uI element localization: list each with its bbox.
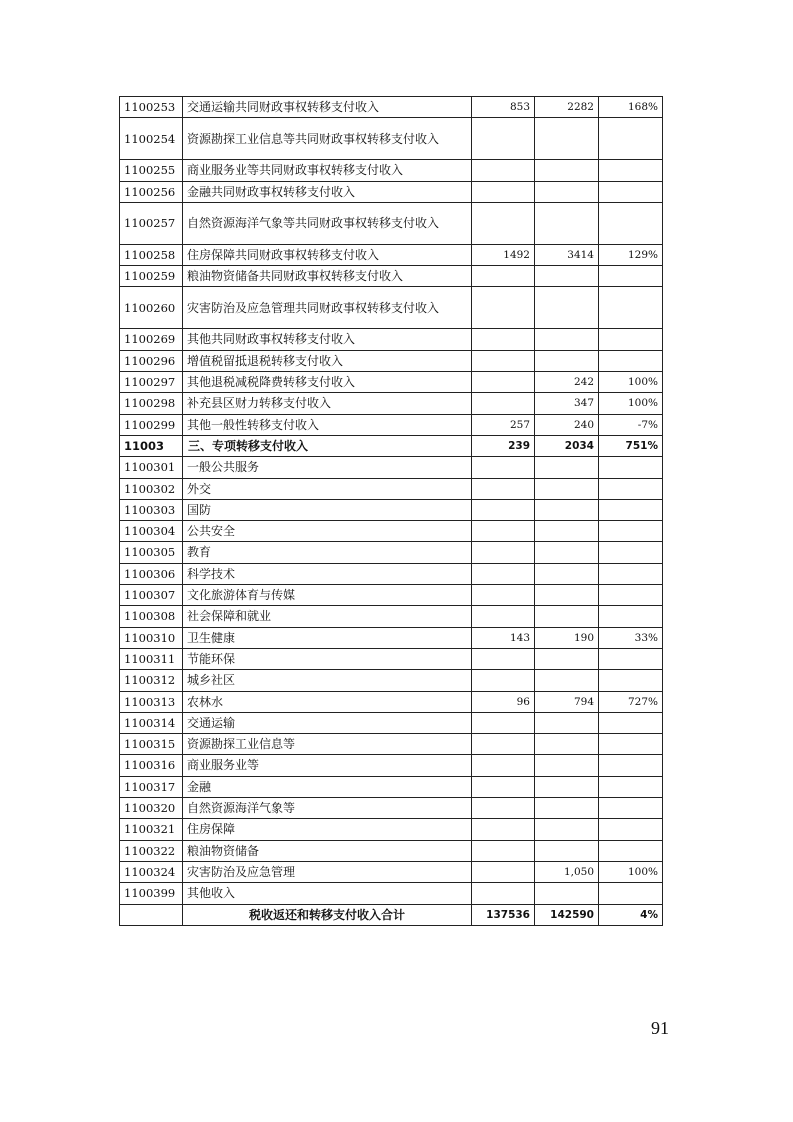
prior-year-value-cell: 853 bbox=[472, 97, 535, 118]
prior-year-value-cell bbox=[472, 329, 535, 350]
table-row bbox=[120, 691, 663, 712]
prior-year-value-cell bbox=[472, 563, 535, 584]
account-code-cell: 1100296 bbox=[120, 350, 183, 371]
table-row bbox=[120, 350, 663, 371]
prior-year-value-cell bbox=[472, 648, 535, 669]
growth-rate-cell bbox=[599, 118, 663, 160]
current-year-value-cell bbox=[535, 585, 599, 606]
account-code-cell: 1100312 bbox=[120, 670, 183, 691]
table-row bbox=[120, 904, 663, 925]
growth-rate-cell bbox=[599, 563, 663, 584]
prior-year-value-cell bbox=[472, 606, 535, 627]
account-code-cell: 1100310 bbox=[120, 627, 183, 648]
growth-rate-cell bbox=[599, 840, 663, 861]
item-name-cell: 粮油物资储备 bbox=[183, 840, 472, 861]
table-row bbox=[120, 606, 663, 627]
prior-year-value-cell bbox=[472, 350, 535, 371]
item-name-cell: 交通运输共同财政事权转移支付收入 bbox=[183, 97, 472, 118]
prior-year-value-cell: 137536 bbox=[472, 904, 535, 925]
current-year-value-cell: 3414 bbox=[535, 244, 599, 265]
table-row bbox=[120, 627, 663, 648]
item-name-cell: 住房保障共同财政事权转移支付收入 bbox=[183, 244, 472, 265]
prior-year-value-cell bbox=[472, 670, 535, 691]
prior-year-value-cell: 239 bbox=[472, 435, 535, 456]
prior-year-value-cell bbox=[472, 372, 535, 393]
growth-rate-cell bbox=[599, 350, 663, 371]
growth-rate-cell bbox=[599, 478, 663, 499]
account-code-cell: 1100303 bbox=[120, 499, 183, 520]
item-name-cell: 金融 bbox=[183, 776, 472, 797]
growth-rate-cell: 168% bbox=[599, 97, 663, 118]
table-row bbox=[120, 883, 663, 904]
prior-year-value-cell bbox=[472, 457, 535, 478]
item-name-cell: 社会保障和就业 bbox=[183, 606, 472, 627]
table-row bbox=[120, 563, 663, 584]
prior-year-value-cell bbox=[472, 734, 535, 755]
current-year-value-cell bbox=[535, 499, 599, 520]
growth-rate-cell bbox=[599, 542, 663, 563]
account-code-cell: 1100259 bbox=[120, 266, 183, 287]
growth-rate-cell: 4% bbox=[599, 904, 663, 925]
item-name-cell: 补充县区财力转移支付收入 bbox=[183, 393, 472, 414]
table-row bbox=[120, 478, 663, 499]
table-row bbox=[120, 542, 663, 563]
table-row bbox=[120, 181, 663, 202]
account-code-cell: 1100253 bbox=[120, 97, 183, 118]
current-year-value-cell: 1,050 bbox=[535, 861, 599, 882]
growth-rate-cell: 100% bbox=[599, 861, 663, 882]
item-name-cell: 资源勘探工业信息等 bbox=[183, 734, 472, 755]
growth-rate-cell bbox=[599, 755, 663, 776]
growth-rate-cell bbox=[599, 457, 663, 478]
table-row bbox=[120, 734, 663, 755]
current-year-value-cell bbox=[535, 329, 599, 350]
current-year-value-cell bbox=[535, 118, 599, 160]
current-year-value-cell bbox=[535, 840, 599, 861]
current-year-value-cell: 2034 bbox=[535, 435, 599, 456]
prior-year-value-cell: 143 bbox=[472, 627, 535, 648]
prior-year-value-cell bbox=[472, 393, 535, 414]
growth-rate-cell bbox=[599, 648, 663, 669]
current-year-value-cell bbox=[535, 521, 599, 542]
table-row bbox=[120, 266, 663, 287]
table-row bbox=[120, 861, 663, 882]
growth-rate-cell bbox=[599, 287, 663, 329]
item-name-cell: 交通运输 bbox=[183, 712, 472, 733]
table-row bbox=[120, 819, 663, 840]
item-name-cell: 教育 bbox=[183, 542, 472, 563]
table-row bbox=[120, 414, 663, 435]
table-row bbox=[120, 776, 663, 797]
item-name-cell: 其他一般性转移支付收入 bbox=[183, 414, 472, 435]
table-body bbox=[120, 97, 663, 926]
item-name-cell: 三、专项转移支付收入 bbox=[183, 435, 472, 456]
growth-rate-cell bbox=[599, 521, 663, 542]
growth-rate-cell bbox=[599, 181, 663, 202]
growth-rate-cell bbox=[599, 670, 663, 691]
growth-rate-cell bbox=[599, 798, 663, 819]
account-code-cell: 1100256 bbox=[120, 181, 183, 202]
growth-rate-cell bbox=[599, 819, 663, 840]
current-year-value-cell bbox=[535, 457, 599, 478]
prior-year-value-cell bbox=[472, 118, 535, 160]
prior-year-value-cell bbox=[472, 542, 535, 563]
account-code-cell: 1100298 bbox=[120, 393, 183, 414]
account-code-cell: 1100254 bbox=[120, 118, 183, 160]
prior-year-value-cell bbox=[472, 712, 535, 733]
account-code-cell: 1100314 bbox=[120, 712, 183, 733]
table-row bbox=[120, 521, 663, 542]
current-year-value-cell bbox=[535, 160, 599, 181]
current-year-value-cell bbox=[535, 755, 599, 776]
table-row bbox=[120, 287, 663, 329]
prior-year-value-cell bbox=[472, 499, 535, 520]
growth-rate-cell bbox=[599, 883, 663, 904]
current-year-value-cell bbox=[535, 563, 599, 584]
account-code-cell: 1100313 bbox=[120, 691, 183, 712]
current-year-value-cell bbox=[535, 478, 599, 499]
prior-year-value-cell bbox=[472, 266, 535, 287]
item-name-cell: 科学技术 bbox=[183, 563, 472, 584]
current-year-value-cell bbox=[535, 202, 599, 244]
table-row bbox=[120, 755, 663, 776]
account-code-cell: 1100308 bbox=[120, 606, 183, 627]
table-row bbox=[120, 244, 663, 265]
item-name-cell: 一般公共服务 bbox=[183, 457, 472, 478]
item-name-cell: 外交 bbox=[183, 478, 472, 499]
prior-year-value-cell bbox=[472, 776, 535, 797]
prior-year-value-cell bbox=[472, 861, 535, 882]
account-code-cell: 1100311 bbox=[120, 648, 183, 669]
account-code-cell: 1100260 bbox=[120, 287, 183, 329]
growth-rate-cell: 100% bbox=[599, 393, 663, 414]
prior-year-value-cell: 96 bbox=[472, 691, 535, 712]
current-year-value-cell bbox=[535, 670, 599, 691]
account-code-cell: 1100305 bbox=[120, 542, 183, 563]
table-row bbox=[120, 202, 663, 244]
account-code-cell: 1100316 bbox=[120, 755, 183, 776]
current-year-value-cell: 347 bbox=[535, 393, 599, 414]
current-year-value-cell bbox=[535, 181, 599, 202]
growth-rate-cell bbox=[599, 776, 663, 797]
prior-year-value-cell: 257 bbox=[472, 414, 535, 435]
current-year-value-cell bbox=[535, 734, 599, 755]
prior-year-value-cell bbox=[472, 798, 535, 819]
item-name-cell: 粮油物资储备共同财政事权转移支付收入 bbox=[183, 266, 472, 287]
item-name-cell: 国防 bbox=[183, 499, 472, 520]
account-code-cell: 1100317 bbox=[120, 776, 183, 797]
item-name-cell: 资源勘探工业信息等共同财政事权转移支付收入 bbox=[183, 118, 472, 160]
table-row bbox=[120, 499, 663, 520]
table-row bbox=[120, 435, 663, 456]
table-row bbox=[120, 329, 663, 350]
account-code-cell: 1100322 bbox=[120, 840, 183, 861]
transfer-income-table bbox=[119, 96, 663, 926]
current-year-value-cell bbox=[535, 287, 599, 329]
growth-rate-cell bbox=[599, 266, 663, 287]
item-name-cell: 卫生健康 bbox=[183, 627, 472, 648]
growth-rate-cell: -7% bbox=[599, 414, 663, 435]
account-code-cell: 1100306 bbox=[120, 563, 183, 584]
account-code-cell: 1100399 bbox=[120, 883, 183, 904]
table-row bbox=[120, 648, 663, 669]
growth-rate-cell bbox=[599, 712, 663, 733]
item-name-cell: 商业服务业等 bbox=[183, 755, 472, 776]
current-year-value-cell bbox=[535, 606, 599, 627]
table-row bbox=[120, 670, 663, 691]
table-row bbox=[120, 118, 663, 160]
item-name-cell: 灾害防治及应急管理 bbox=[183, 861, 472, 882]
current-year-value-cell: 142590 bbox=[535, 904, 599, 925]
account-code-cell: 1100297 bbox=[120, 372, 183, 393]
prior-year-value-cell bbox=[472, 478, 535, 499]
page-number: 91 bbox=[651, 1018, 669, 1038]
current-year-value-cell bbox=[535, 266, 599, 287]
growth-rate-cell bbox=[599, 734, 663, 755]
growth-rate-cell: 751% bbox=[599, 435, 663, 456]
current-year-value-cell: 190 bbox=[535, 627, 599, 648]
prior-year-value-cell bbox=[472, 202, 535, 244]
account-code-cell: 1100299 bbox=[120, 414, 183, 435]
growth-rate-cell: 129% bbox=[599, 244, 663, 265]
prior-year-value-cell bbox=[472, 521, 535, 542]
table-row bbox=[120, 372, 663, 393]
current-year-value-cell bbox=[535, 798, 599, 819]
item-name-cell: 金融共同财政事权转移支付收入 bbox=[183, 181, 472, 202]
item-name-cell: 公共安全 bbox=[183, 521, 472, 542]
growth-rate-cell: 33% bbox=[599, 627, 663, 648]
prior-year-value-cell bbox=[472, 585, 535, 606]
item-name-cell: 农林水 bbox=[183, 691, 472, 712]
table-row bbox=[120, 712, 663, 733]
item-name-cell: 城乡社区 bbox=[183, 670, 472, 691]
account-code-cell: 1100304 bbox=[120, 521, 183, 542]
prior-year-value-cell bbox=[472, 883, 535, 904]
prior-year-value-cell: 1492 bbox=[472, 244, 535, 265]
current-year-value-cell bbox=[535, 883, 599, 904]
growth-rate-cell bbox=[599, 606, 663, 627]
current-year-value-cell: 242 bbox=[535, 372, 599, 393]
prior-year-value-cell bbox=[472, 755, 535, 776]
table-row bbox=[120, 840, 663, 861]
prior-year-value-cell bbox=[472, 287, 535, 329]
account-code-cell: 1100307 bbox=[120, 585, 183, 606]
account-code-cell: 1100324 bbox=[120, 861, 183, 882]
account-code-cell: 11003 bbox=[120, 435, 183, 456]
growth-rate-cell: 727% bbox=[599, 691, 663, 712]
current-year-value-cell bbox=[535, 542, 599, 563]
account-code-cell: 1100320 bbox=[120, 798, 183, 819]
current-year-value-cell: 794 bbox=[535, 691, 599, 712]
growth-rate-cell bbox=[599, 499, 663, 520]
current-year-value-cell bbox=[535, 712, 599, 733]
item-name-cell: 文化旅游体育与传媒 bbox=[183, 585, 472, 606]
growth-rate-cell bbox=[599, 585, 663, 606]
item-name-cell: 其他收入 bbox=[183, 883, 472, 904]
account-code-cell: 1100315 bbox=[120, 734, 183, 755]
table-row bbox=[120, 798, 663, 819]
growth-rate-cell bbox=[599, 160, 663, 181]
item-name-cell: 自然资源海洋气象等 bbox=[183, 798, 472, 819]
item-name-cell: 商业服务业等共同财政事权转移支付收入 bbox=[183, 160, 472, 181]
growth-rate-cell bbox=[599, 329, 663, 350]
item-name-cell: 增值税留抵退税转移支付收入 bbox=[183, 350, 472, 371]
growth-rate-cell: 100% bbox=[599, 372, 663, 393]
account-code-cell bbox=[120, 904, 183, 925]
account-code-cell: 1100269 bbox=[120, 329, 183, 350]
table-row bbox=[120, 97, 663, 118]
item-name-cell: 税收返还和转移支付收入合计 bbox=[183, 904, 472, 925]
current-year-value-cell bbox=[535, 776, 599, 797]
account-code-cell: 1100321 bbox=[120, 819, 183, 840]
table-row bbox=[120, 585, 663, 606]
current-year-value-cell bbox=[535, 819, 599, 840]
prior-year-value-cell bbox=[472, 840, 535, 861]
item-name-cell: 自然资源海洋气象等共同财政事权转移支付收入 bbox=[183, 202, 472, 244]
table-row bbox=[120, 160, 663, 181]
account-code-cell: 1100258 bbox=[120, 244, 183, 265]
current-year-value-cell bbox=[535, 350, 599, 371]
current-year-value-cell bbox=[535, 648, 599, 669]
table-row bbox=[120, 393, 663, 414]
account-code-cell: 1100302 bbox=[120, 478, 183, 499]
item-name-cell: 住房保障 bbox=[183, 819, 472, 840]
account-code-cell: 1100255 bbox=[120, 160, 183, 181]
current-year-value-cell: 2282 bbox=[535, 97, 599, 118]
prior-year-value-cell bbox=[472, 181, 535, 202]
prior-year-value-cell bbox=[472, 819, 535, 840]
item-name-cell: 其他退税减税降费转移支付收入 bbox=[183, 372, 472, 393]
current-year-value-cell: 240 bbox=[535, 414, 599, 435]
account-code-cell: 1100257 bbox=[120, 202, 183, 244]
table-row bbox=[120, 457, 663, 478]
prior-year-value-cell bbox=[472, 160, 535, 181]
item-name-cell: 节能环保 bbox=[183, 648, 472, 669]
growth-rate-cell bbox=[599, 202, 663, 244]
account-code-cell: 1100301 bbox=[120, 457, 183, 478]
item-name-cell: 其他共同财政事权转移支付收入 bbox=[183, 329, 472, 350]
item-name-cell: 灾害防治及应急管理共同财政事权转移支付收入 bbox=[183, 287, 472, 329]
